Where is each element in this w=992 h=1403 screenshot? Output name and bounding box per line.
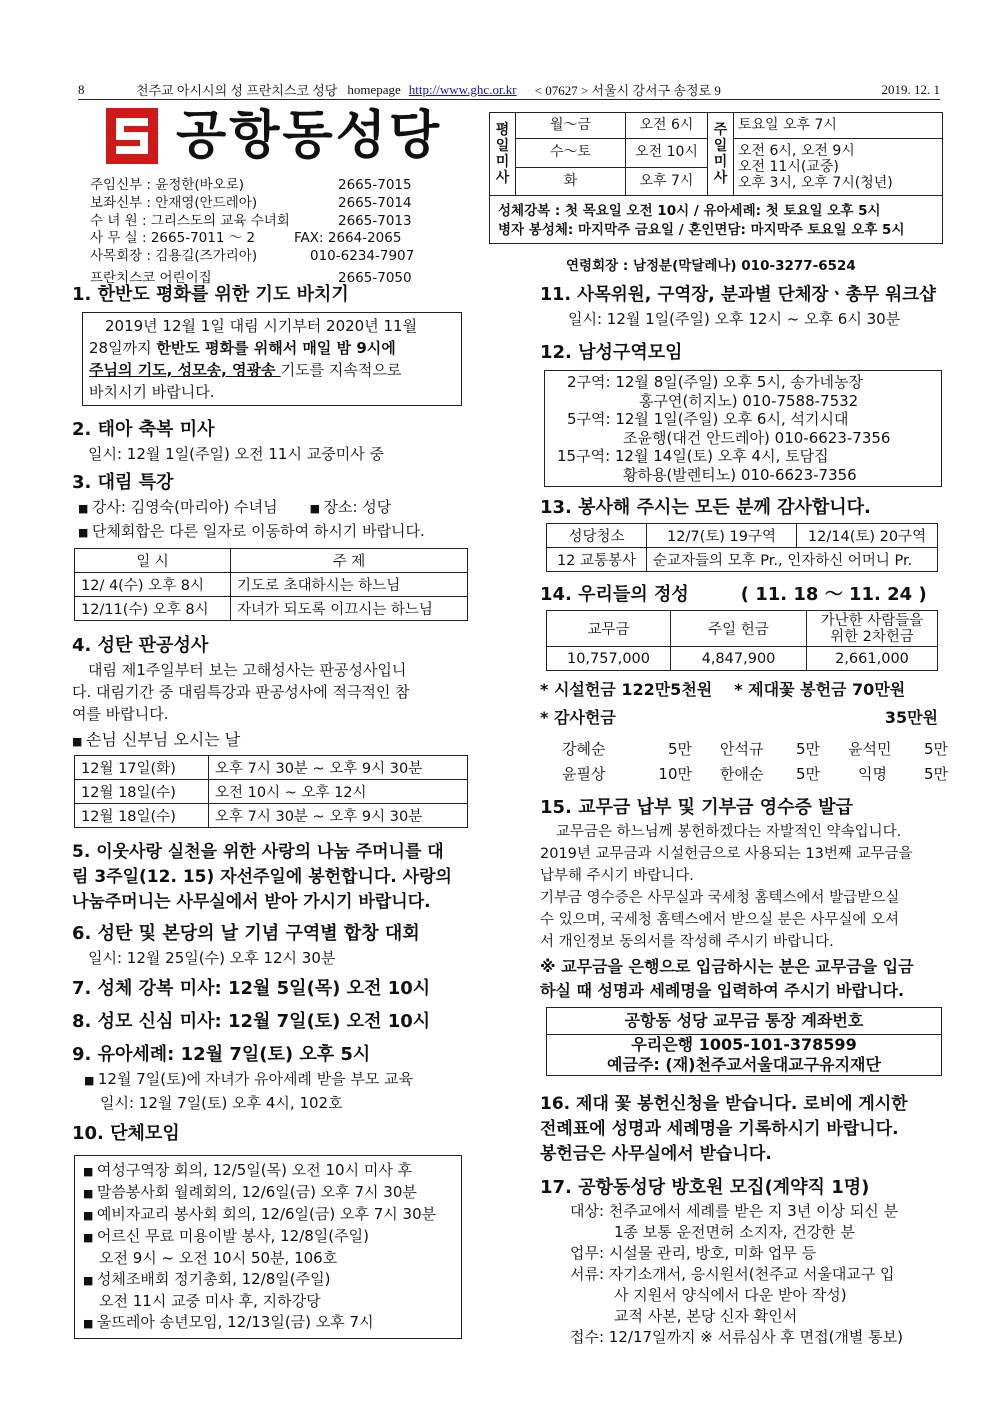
section-3-title: 3. 대림 특강: [72, 472, 174, 493]
list-item: ■ 성체조배회 정기총회, 12/8일(주일): [83, 1269, 453, 1291]
left-column: [72, 282, 472, 1339]
weekday-mass-label: 평일미사: [490, 113, 516, 196]
section-9-line1: ■ 12월 7일(토)에 자녀가 유아세례 받을 부모 교육: [72, 1068, 472, 1092]
mass-day: 월～금: [516, 113, 626, 139]
section-17-text: 대상: 천주교에서 세례를 받은 지 3년 이상 되신 분 1종 보통 운전면허 소지자, 건강한 분 업무: 시설물 관리, 방호, 미화 업무 등 서류: 자기소개서, 응시원서(천주교 서울대교구 입 사 지원서 양식에서 다운 받아 작성) 교적 사본, 본당 신자 확인서 접수: 12/17일까지 ※ 서류심사 후 면접(개별 통보): [570, 1202, 904, 1346]
guest-priest-table: [74, 755, 468, 828]
section-8-title: 8. 성모 신심 미사: 12월 7일(토) 오전 10시: [72, 1011, 431, 1032]
section-7-title: 7. 성체 강복 미사: 12월 5일(목) 오전 10시: [72, 978, 431, 999]
section-17-title: 17. 공항동성당 방호원 모집(계약직 1명): [540, 1177, 870, 1198]
guest-priest-title: ■ 손님 신부님 오시는 날: [72, 729, 472, 753]
list-item: ■ 울뜨레아 송년모임, 12/13일(금) 오후 7시: [83, 1312, 453, 1334]
table-row: 12/ 4(수) 오후 8시 기도로 초대하시는 하느님: [75, 573, 468, 597]
bulletin-date: 2019. 12. 1: [881, 81, 940, 97]
page-number: 8: [78, 81, 85, 97]
section-1-box: 2019년 12월 1일 대림 시기부터 2020년 11월 28일까지 한반도 평화를 위해서 매일 밤 9시에 주님의 기도, 성모송, 영광송 기도를 지속적으로 바치시기 바랍니다.: [82, 312, 462, 406]
staff-list: [90, 177, 414, 288]
table-row: 12월 18일(수) 오후 7시 30분 ~ 오후 9시 30분: [75, 804, 468, 828]
mass-time: 오후 7시: [626, 167, 708, 195]
table-row: 12월 17일(화) 오후 7시 30분 ~ 오후 9시 30분: [75, 756, 468, 780]
mass-day: 화: [516, 167, 626, 195]
section-4-text: 대림 제1주일부터 보는 고해성사는 판공성사입니 다. 대림기간 중 대림특강과 판공성사에 적극적인 참 여를 바랍니다.: [72, 661, 410, 723]
mass-time: 오전 10시: [626, 139, 708, 167]
homepage-label: homepage: [347, 81, 401, 97]
section-3-speaker: ■ 강사: 김영숙(마리아) 수녀님■ 장소: 성당: [72, 496, 472, 520]
staff-row: 사 무 실 : 2665-7011 ～ 2 FAX: 2664-2065: [90, 230, 402, 247]
table-row: 12/11(수) 오후 8시 자녀가 되도록 이끄시는 하느님: [75, 597, 468, 621]
section-10-title: 10. 단체모임: [72, 1123, 180, 1144]
section-16-text: 16. 제대 꽃 봉헌신청을 받습니다. 로비에 게시한 전례표에 성명과 세례명을 기록하시기 바랍니다. 봉헌금은 사무실에서 받습니다.: [540, 1094, 908, 1164]
staff-row: 수 녀 원 : 그리스도의 교육 수녀회 2665-7013: [90, 212, 412, 229]
section-1-title: 1. 한반도 평화를 위한 기도 바치기: [72, 284, 349, 305]
section-2-text: 일시: 12월 1일(주일) 오전 11시 교중미사 중: [88, 445, 384, 463]
section-5-text: 5. 이웃사랑 실천을 위한 사랑의 나눔 주머니를 대 림 3주일(12. 15) 자선주일에 봉헌합니다. 사랑의 나눔주머니는 사무실에서 받아 가시기 바랍니다.: [72, 842, 452, 912]
parish-logo-icon: [106, 108, 158, 164]
section-15-note: ※ 교무금을 은행으로 입금하시는 분은 교무금을 입금 하실 때 성명과 세례명을 입력하여 주시기 바랍니다.: [540, 957, 914, 1000]
list-item-cont: 오전 9시 ~ 오전 10시 50분, 106호: [99, 1249, 338, 1267]
mass-note: 성체강복 : 첫 목요일 오전 10시 / 유아세례: 첫 토요일 오후 5시: [498, 203, 881, 219]
staff-row: 프란치스코 어린이집 2665-7050: [90, 269, 412, 286]
section-3-note: ■ 단체회합은 다른 일자로 이동하여 하시기 바랍니다.: [72, 520, 472, 544]
section-6-title: 6. 성탄 및 본당의 날 기념 구역별 합창 대회: [72, 923, 420, 944]
section-13-title: 13. 봉사해 주시는 모든 분께 감사합니다.: [540, 497, 871, 518]
federation-contact: 연령회장 : 남정분(막달레나) 010-3277-6524: [566, 258, 856, 274]
section-2-title: 2. 태아 축복 미사: [72, 419, 215, 440]
staff-row: 사목회장 : 김용길(즈가리아) 010-6234-7907: [90, 248, 415, 265]
offering-table: 교무금 주일 헌금 가난한 사람들을 위한 2차헌금 10,757,000 4,847,900 2,661,000: [546, 610, 938, 671]
sunday-mass-times: 오전 6시, 오전 9시 오전 11시(교중) 오후 3시, 오후 7시(청년): [734, 139, 943, 196]
section-11-title: 11. 사목위원, 구역장, 분과별 단체장ㆍ총무 워크샵: [540, 285, 936, 305]
page-header: [78, 80, 940, 100]
account-box: 공항동 성당 교무금 통장 계좌번호 우리은행 1005-101-378599 예금주: (재)천주교서울대교구유지재단: [546, 1007, 942, 1076]
staff-row: 주임신부 : 윤정한(바오로) 2665-7015: [90, 177, 412, 193]
section-4-title: 4. 성탄 판공성사: [72, 635, 209, 656]
sunday-mass-label: 주일미사: [708, 113, 734, 196]
section-9-line2: 일시: 12월 7일(토) 오후 4시, 102호: [100, 1094, 343, 1112]
parish-address: < 07627 > 서울시 강서구 송정로 9: [534, 83, 721, 98]
table-row: 10,757,000 4,847,900 2,661,000: [547, 647, 938, 671]
mass-notes: [489, 196, 943, 244]
section-15-title: 15. 교무금 납부 및 기부금 영수증 발급: [540, 797, 853, 818]
thanks-offering: * 감사헌금 35만원: [540, 708, 938, 727]
section-12-title: 12. 남성구역모임: [540, 342, 683, 363]
section-15-text: 교무금은 하느님께 봉헌하겠다는 자발적인 약속입니다. 2019년 교무금과 시설헌금으로 사용되는 13번째 교무금을 납부해 주시기 바랍니다. 기부금 영수증은 사무실과 국세청 홈텍스에서 발급받으실 수 있으며, 국세청 홈텍스에서 받으실 분은 사무실에 오셔 서 개인정보 동의서를 작성해 주시기 바랍니다.: [540, 824, 913, 950]
section-11-text: 일시: 12월 1일(주일) 오후 12시 ~ 오후 6시 30분: [568, 310, 901, 328]
parish-title: 공항동성당: [176, 106, 443, 166]
mass-schedule-table: [489, 112, 943, 196]
section-6-text: 일시: 12월 25일(수) 오후 12시 30분: [88, 949, 336, 967]
list-item: ■ 여성구역장 회의, 12/5일(목) 오전 10시 미사 후: [83, 1160, 453, 1182]
mass-note: 병자 봉성체: 마지막주 금요일 / 혼인면담: 마지막주 토요일 오후 5시: [498, 222, 905, 238]
donor-list: 강혜순 5만 안석규 5만 윤석민 5만 윤필상 10만 한애순 5만 익명 5만: [562, 740, 948, 783]
section-12-box: 2구역: 12월 8일(주일) 오후 5시, 송가네농장 홍구연(히지노) 010-7588-7532 5구역: 12월 1일(주일) 오후 6시, 석기시대 조윤행(대건 안드레아) 010-6623-7356 15구역: 12월 14일(토) 오후 4시, 토담집 황하용(발렌티노) 010-6623-7356: [544, 370, 942, 487]
section-9-title: 9. 유아세례: 12월 7일(토) 오후 5시: [72, 1044, 371, 1065]
list-item: ■ 어르신 무료 미용이발 봉사, 12/8일(주일): [83, 1226, 453, 1248]
right-column: [540, 282, 948, 1348]
list-item: ■ 말씀봉사회 월례회의, 12/6일(금) 오후 7시 30분: [83, 1182, 453, 1204]
section-13-table: [546, 523, 938, 572]
homepage-link[interactable]: http://www.ghc.or.kr: [408, 81, 517, 97]
mass-day: 수～토: [516, 139, 626, 167]
table-row: 성당청소 12/7(토) 19구역 12/14(토) 20구역: [547, 524, 938, 548]
parish-full-name: 천주교 아시시의 성 프란치스코 성당: [136, 83, 338, 98]
staff-row: 보좌신부 : 안재영(안드레아) 2665-7014: [90, 194, 412, 211]
table-row: 12 교통봉사 순교자들의 모후 Pr., 인자하신 어머니 Pr.: [547, 548, 938, 572]
list-item: ■ 예비자교리 봉사회 회의, 12/6일(금) 오후 7시 30분: [83, 1204, 453, 1226]
section-10-box: [74, 1155, 462, 1339]
list-item-cont: 오전 11시 교중 미사 후, 지하강당: [99, 1292, 321, 1310]
facility-offering: * 시설헌금 122만5천원 * 제대꽃 봉헌금 70만원: [540, 680, 906, 699]
section-3-table: 일 시 주 제 12/ 4(수) 오후 8시 기도로 초대하시는 하느님 12/11(수) 오후 8시 자녀가 되도록 이끄시는 하느님: [74, 548, 468, 621]
mass-time: 오전 6시: [626, 113, 708, 139]
sunday-mass-sat: 토요일 오후 7시: [734, 113, 943, 139]
section-14-title: 14. 우리들의 정성 ( 11. 18 ～ 11. 24 ): [540, 584, 927, 605]
table-row: 12월 18일(수) 오전 10시 ~ 오후 12시: [75, 780, 468, 804]
